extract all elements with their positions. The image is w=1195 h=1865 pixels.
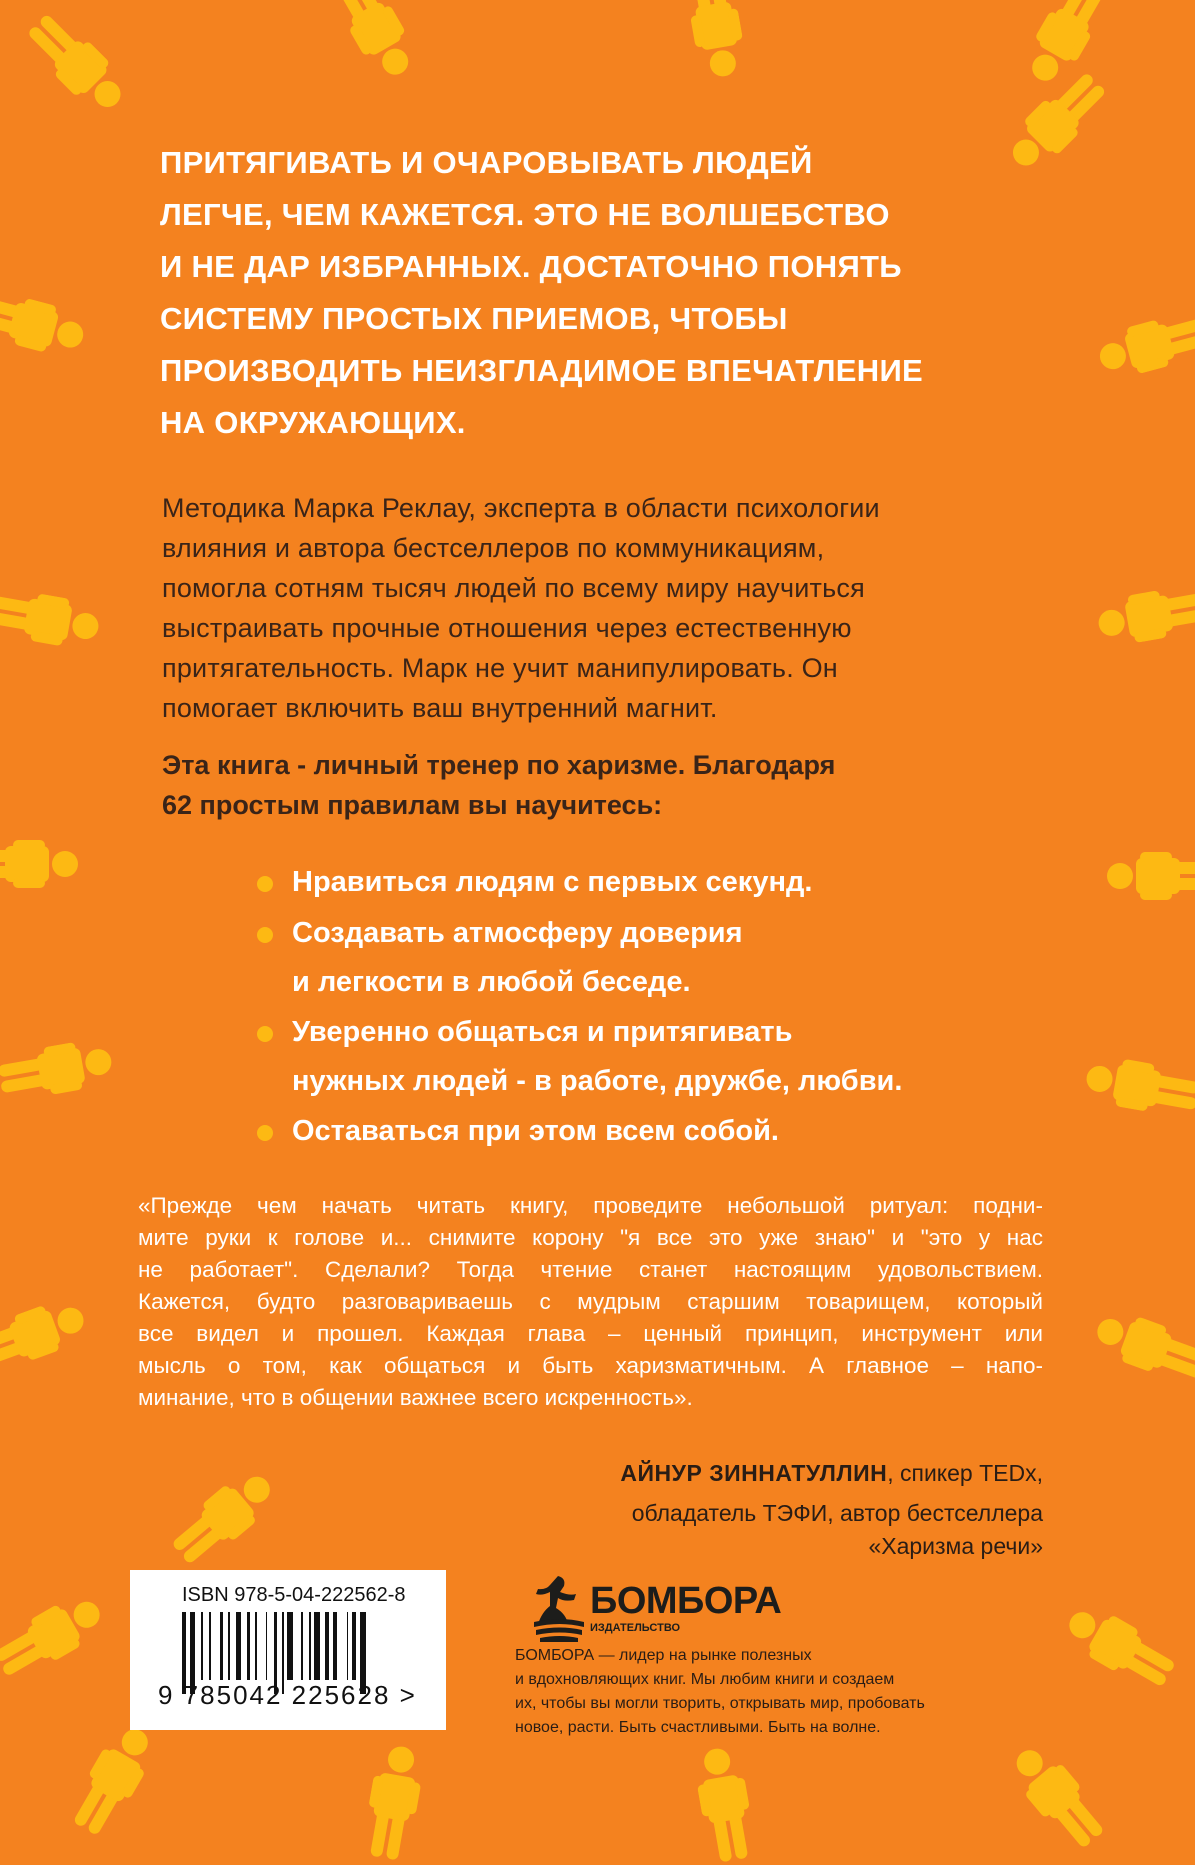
bullet-dot (257, 1026, 273, 1042)
author-name: АЙНУР ЗИННАТУЛЛИН (620, 1460, 888, 1486)
barcode-bar (228, 1612, 230, 1680)
person-figure-icon (670, 0, 750, 89)
barcode-bar (209, 1612, 211, 1680)
publisher-name: БОМБОРА (590, 1580, 782, 1622)
person-figure-icon (1100, 840, 1195, 900)
intro-line: выстраивать прочные отношения через естественную (162, 613, 852, 643)
isbn-text: ISBN 978-5-04-222562-8 (182, 1584, 406, 1606)
description-line: новое, расти. Быть счастливыми. Быть на волне. (515, 1719, 881, 1736)
person-figure-icon (314, 0, 426, 97)
quote-line: Кажется, будто разговариваешь с мудрым старшим товарищем, который (138, 1289, 1043, 1314)
intro-line: притягательность. Марк не учит манипулировать. Он (162, 653, 838, 683)
person-figure-icon (165, 1458, 295, 1581)
intro-line: Методика Марка Реклау, эксперта в области психологии (162, 493, 880, 523)
person-figure-icon (11, 6, 138, 133)
barcode-digits: 9 785042 225628 > (158, 1680, 417, 1710)
intro-line: влияния и автора бестселлеров по коммуникациям, (162, 533, 825, 563)
author-title: , спикер TEDx, (887, 1460, 1043, 1486)
bullet-dot (257, 1125, 273, 1141)
headline-line: И НЕ ДАР ИЗБРАННЫХ. ДОСТАТОЧНО ПОНЯТЬ (160, 249, 902, 284)
headline-line: ПРОИЗВОДИТЬ НЕИЗГЛАДИМОЕ ВПЕЧАТЛЕНИЕ (160, 353, 924, 388)
intro-line: помогла сотням тысяч людей по всему миру научиться (162, 573, 865, 603)
author-credentials: обладатель ТЭФИ, автор бестселлера (631, 1500, 1043, 1526)
person-figure-icon (1084, 295, 1195, 384)
person-figure-icon (360, 1736, 440, 1865)
person-figure-icon (0, 285, 96, 374)
barcode-bar (266, 1612, 268, 1680)
lead-line: 62 простым правилам вы научитесь: (162, 790, 663, 820)
isbn-barcode (130, 1570, 446, 1730)
barcode-bar (255, 1612, 257, 1680)
person-figure-icon (998, 1725, 1121, 1855)
benefit-line: и легкости в любой беседе. (292, 966, 691, 998)
person-figure-icon (1086, 570, 1195, 650)
description-line: и вдохновляющих книг. Мы любим книги и создаем (515, 1671, 895, 1688)
description-line: их, чтобы вы могли творить, открывать мир, пробовать (515, 1695, 925, 1712)
person-figure-icon (0, 1291, 102, 1388)
quote-line: минание, что в общении важнее всего искренность». (138, 1385, 693, 1410)
barcode-bar (220, 1612, 224, 1680)
lead-line: Эта книга - личный тренер по харизме. Благодаря (162, 750, 836, 780)
person-figure-icon (0, 585, 109, 665)
bullet-dot (257, 927, 273, 943)
bullet-dot (257, 876, 273, 892)
headline-line: ЛЕГЧЕ, ЧЕМ КАЖЕТСЯ. ЭТО НЕ ВОЛШЕБСТВО (160, 197, 890, 232)
barcode-bar (287, 1612, 292, 1680)
benefit-line: Оставаться при этом всем собой. (292, 1115, 779, 1147)
benefit-line: Нравиться людям с первых секунд. (292, 866, 813, 898)
barcode-bar (301, 1612, 303, 1680)
publisher-logo (532, 1572, 782, 1647)
barcode-bar (236, 1612, 241, 1680)
benefit-line: нужных людей - в работе, дружбе, любви. (292, 1065, 903, 1097)
person-figure-icon (0, 840, 85, 900)
barcode-bar (247, 1612, 251, 1680)
barcode-bar (314, 1612, 319, 1680)
benefit-line: Уверенно общаться и притягивать (292, 1016, 793, 1048)
person-figure-icon (0, 1584, 122, 1696)
description-line: БОМБОРА — лидер на рынке полезных (515, 1647, 812, 1664)
quote-line: не работает". Сделали? Тогда чтение станет настоящим удовольствием. (138, 1257, 1043, 1282)
benefit-line: Создавать атмосферу доверия (292, 917, 743, 949)
barcode-bar (347, 1612, 349, 1680)
person-figure-icon (0, 1035, 124, 1115)
publisher-subtitle: ИЗДАТЕЛЬСТВО (590, 1622, 681, 1634)
barcode-bar (201, 1612, 203, 1680)
headline-line: ПРИТЯГИВАТЬ И ОЧАРОВЫВАТЬ ЛЮДЕЙ (160, 145, 813, 180)
person-figure-icon (690, 1736, 770, 1865)
quote-line: «Прежде чем начать читать книгу, проведите небольшой ритуал: подни- (138, 1193, 1043, 1218)
quote-line: мысль о том, как общаться и быть харизматичным. А главное – напо- (138, 1353, 1043, 1378)
quote-line: все видел и прошел. Каждая глава – ценный принцип, инструмент или (138, 1321, 1043, 1346)
author-book: «Харизма речи» (868, 1533, 1043, 1559)
barcode-bar (325, 1612, 329, 1680)
person-figure-icon (1076, 1040, 1195, 1120)
headline-line: НА ОКРУЖАЮЩИХ. (160, 405, 466, 440)
surfer-logo-icon (532, 1572, 586, 1642)
headline-line: СИСТЕМУ ПРОСТЫХ ПРИЕМОВ, ЧТОБЫ (160, 301, 788, 336)
intro-line: помогает включить ваш внутренний магнит. (162, 693, 718, 723)
quote-line: мите руки к голове и... снимите корону "я все это уже знаю" и "это у нас (138, 1225, 1043, 1250)
person-figure-icon (1083, 1291, 1195, 1388)
barcode-bar (333, 1612, 337, 1680)
barcode-bar (309, 1612, 311, 1680)
person-figure-icon (1053, 1584, 1187, 1696)
person-figure-icon (64, 1713, 176, 1847)
barcode-bar (352, 1612, 356, 1680)
